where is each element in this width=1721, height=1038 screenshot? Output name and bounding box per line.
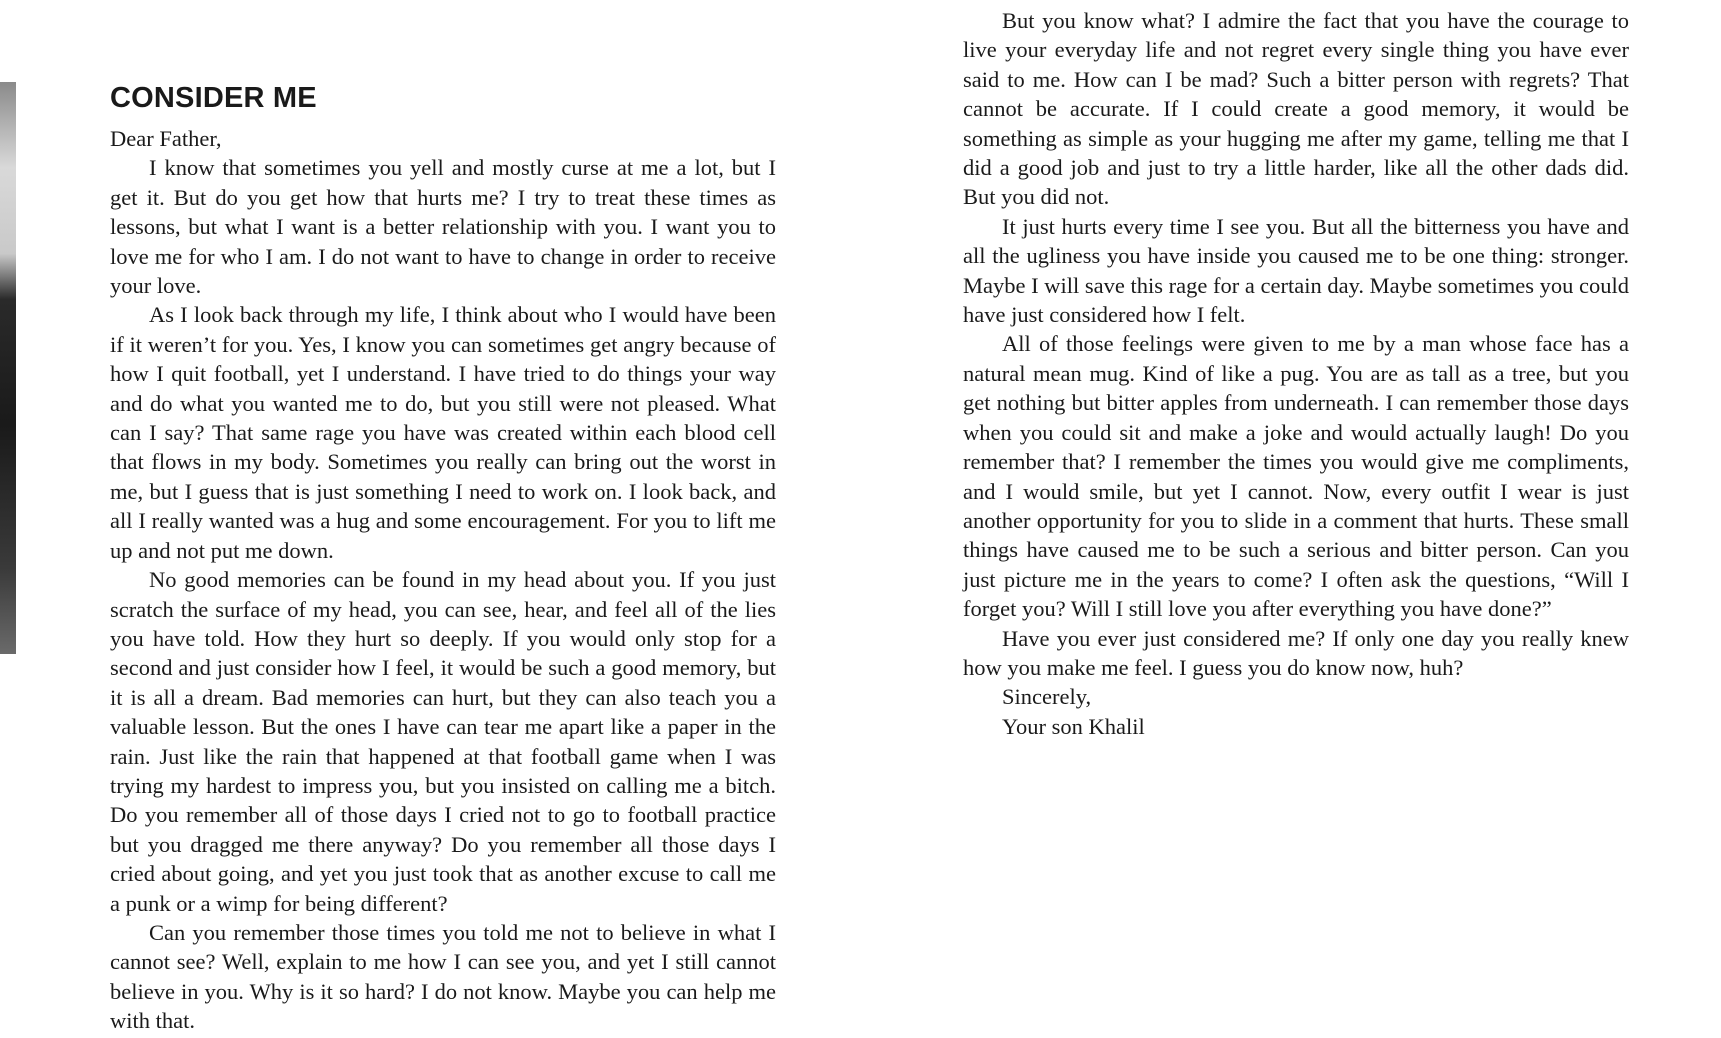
paragraph: But you know what? I admire the fact that you have the courage to live your everyday life and not regret every single thing you have ever said to me. How can I be mad? Such a bitter person with regrets? That cannot be accurate. If I could create a good memory, it would be something as simple as your hugging me after my game, telling me that I did a good job and just to try a little harder, like all the other dads did. But you did not. (963, 8, 1629, 210)
closing: Sincerely, (1002, 684, 1092, 710)
paragraph: As I look back through my life, I think about who I would have been if it weren’t for you. Yes, I know you can sometimes get angry because of how I quit football, yet I understand. I have tried to do things your way and do what you wanted me to do, but you still were not pleased. What can I say? That same rage you have was created within each blood cell that flows in my body. Sometimes you really can bring out the worst in me, but I guess that is just something I need to work on. I look back, and all I really wanted was a hug and some encouragement. For you to lift me up and not put me down. (110, 302, 776, 563)
left-page (110, 78, 776, 1036)
paragraph: All of those feelings were given to me by a man whose face has a natural mean mug. Kind of like a pug. You are as tall as a tree, but you get nothing but bitter apples from underneath. I can remember those days when you could sit and make a joke and would actually laugh! Do you remember that? I remember the times you would give me compliments, and I would smile, but yet I cannot. Now, every outfit I wear is just another opportunity for you to slide in a comment that hurts. These small things have caused me to be such a serious and bitter person. Can you just picture me in the years to come? I often ask the questions, “Will I forget you? Will I still love you after everything you have done?” (963, 331, 1629, 622)
paragraph: Have you ever just considered me? If only one day you really knew how you make me feel. I guess you do know now, huh? (963, 625, 1629, 680)
page-title: CONSIDER ME (110, 82, 317, 114)
signature: Your son Khalil (1002, 713, 1145, 739)
paragraph: Can you remember those times you told me not to believe in what I cannot see? Well, explain to me how I can see you, and yet I still cannot believe in you. Why is it so hard? I do not know. Maybe you can help me with that. (110, 919, 776, 1034)
salutation: Dear Father, (110, 126, 222, 151)
paragraph: No good memories can be found in my head about you. If you just scratch the surface of my head, you can see, hear, and feel all of the lies you have told. How they hurt so deeply. If you would only stop for a second and just consider how I feel, it would be such a good memory, but it is all a dream. Bad memories can hurt, but they can also teach you a valuable lesson. But the ones I have can tear me apart like a paper in the rain. Just like the rain that happened at that football game when I was trying my hardest to impress you, but you insisted on calling me a bitch. Do you remember all of those days I cried not to go to football practice but you dragged me there anyway? Do you remember all those days I cried about going, and yet you just took that as another excuse to call me a punk or a wimp for being different? (110, 567, 776, 916)
paragraph: It just hurts every time I see you. But all the bitterness you have and all the ugliness you have inside you caused me to be one thing: stronger. Maybe I will save this rage for a certain day. Maybe sometimes you could have just considered how I felt. (963, 213, 1629, 328)
right-page (963, 6, 1629, 741)
paragraph: I know that sometimes you yell and mostly curse at me a lot, but I get it. But do you get how that hurts me? I try to treat these times as lessons, but what I want is a better relationship with you. I want you to love me for who I am. I do not want to have to change in order to receive your love. (110, 155, 776, 299)
photo-edge (0, 82, 16, 654)
